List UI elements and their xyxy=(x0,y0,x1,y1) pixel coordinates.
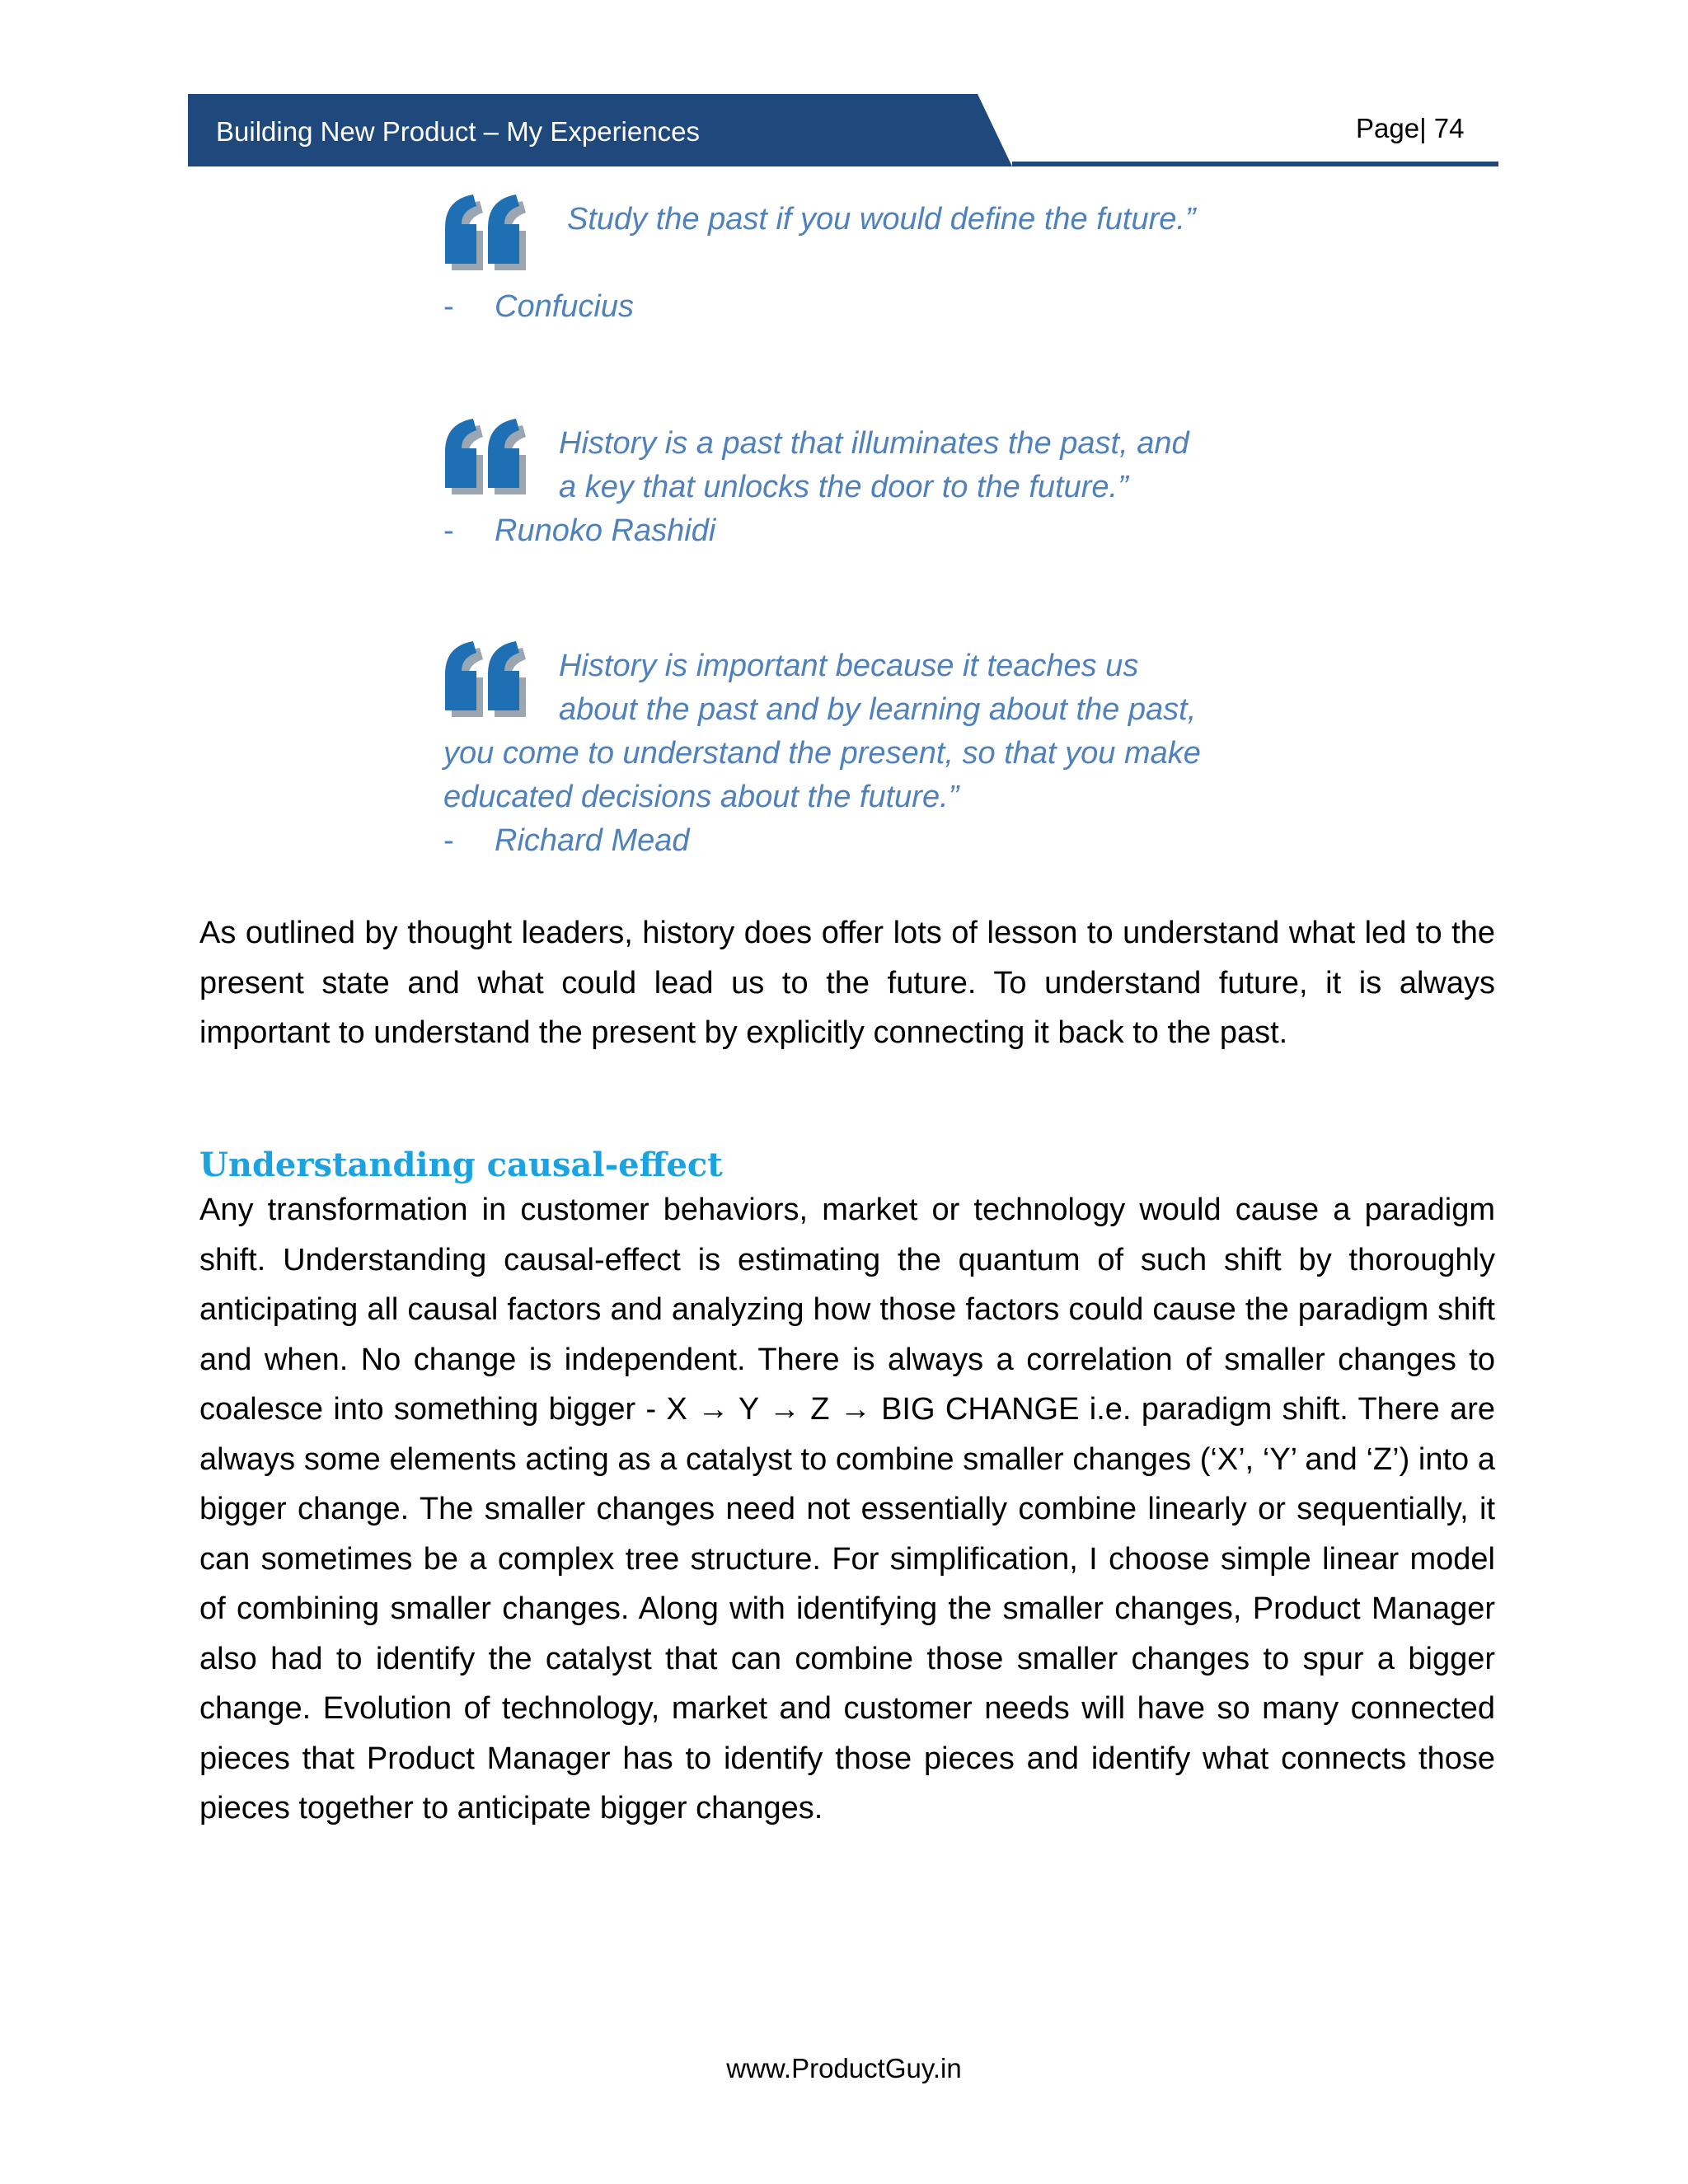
quote-3-author: Richard Mead xyxy=(495,823,690,858)
intro-paragraph: As outlined by thought leaders, history does offer lots of lesson to understand what led to the present state and what could lead us to the future. To understand future, it is always important to understand the present by explicitly connecting it back to the past. xyxy=(199,916,1495,1050)
quote-1-line-1: Study the past if you would define the future.” xyxy=(567,202,1196,237)
page-number: Page| 74 xyxy=(1356,113,1465,143)
quote-1-dash: - xyxy=(443,289,454,324)
quote-2-dash: - xyxy=(443,513,454,548)
footer-url: www.ProductGuy.in xyxy=(726,2053,962,2083)
section-paragraph: Any transformation in customer behaviors, market or technology would cause a paradigm shift. Understanding causal-effect is estimating the quantum of such shift by thoroughly anticipating all causal factors and analyzing how those factors could cause the paradigm shift and when. No change is independent. There is always a correlation of smaller changes to coalesce into something bigger - X → Y → Z → BIG CHANGE i.e. paradigm shift. There are always some elements acting as a catalyst to combine smaller changes (‘X’, ‘Y’ and ‘Z’) into a bigger change. The smaller changes need not essentially combine linearly or sequentially, it can sometimes be a complex tree structure. For simplification, I choose simple linear model of combining smaller changes. Along with identifying the smaller changes, Product Manager also had to identify the catalyst that can combine those smaller changes to spur a bigger change. Evolution of technology, market and customer needs will have so many connected pieces that Product Manager has to identify those pieces and identify what connects those pieces together to anticipate bigger changes. xyxy=(199,1193,1495,1825)
quote-2-line-2: a key that unlocks the door to the future.” xyxy=(559,470,1128,504)
header-rule xyxy=(1012,162,1498,166)
quote-3-line-2: about the past and by learning about the past, xyxy=(559,692,1197,727)
quote-mark-icon xyxy=(443,641,536,717)
quote-2-line-1: History is a past that illuminates the past, and xyxy=(559,426,1189,461)
quote-3-dash: - xyxy=(443,823,454,858)
section-heading: Understanding causal-effect xyxy=(199,1146,723,1184)
quote-3-line-1: History is important because it teaches us xyxy=(559,649,1139,683)
quote-3-line-4: educated decisions about the future.” xyxy=(443,780,959,814)
quote-2-author: Runoko Rashidi xyxy=(495,513,716,548)
quote-mark-icon xyxy=(443,194,536,270)
quote-1-author: Confucius xyxy=(495,289,634,324)
quote-3-line-3: you come to understand the present, so that you make xyxy=(443,736,1201,771)
header-title: Building New Product – My Experiences xyxy=(216,116,700,147)
quote-mark-icon xyxy=(443,419,536,494)
